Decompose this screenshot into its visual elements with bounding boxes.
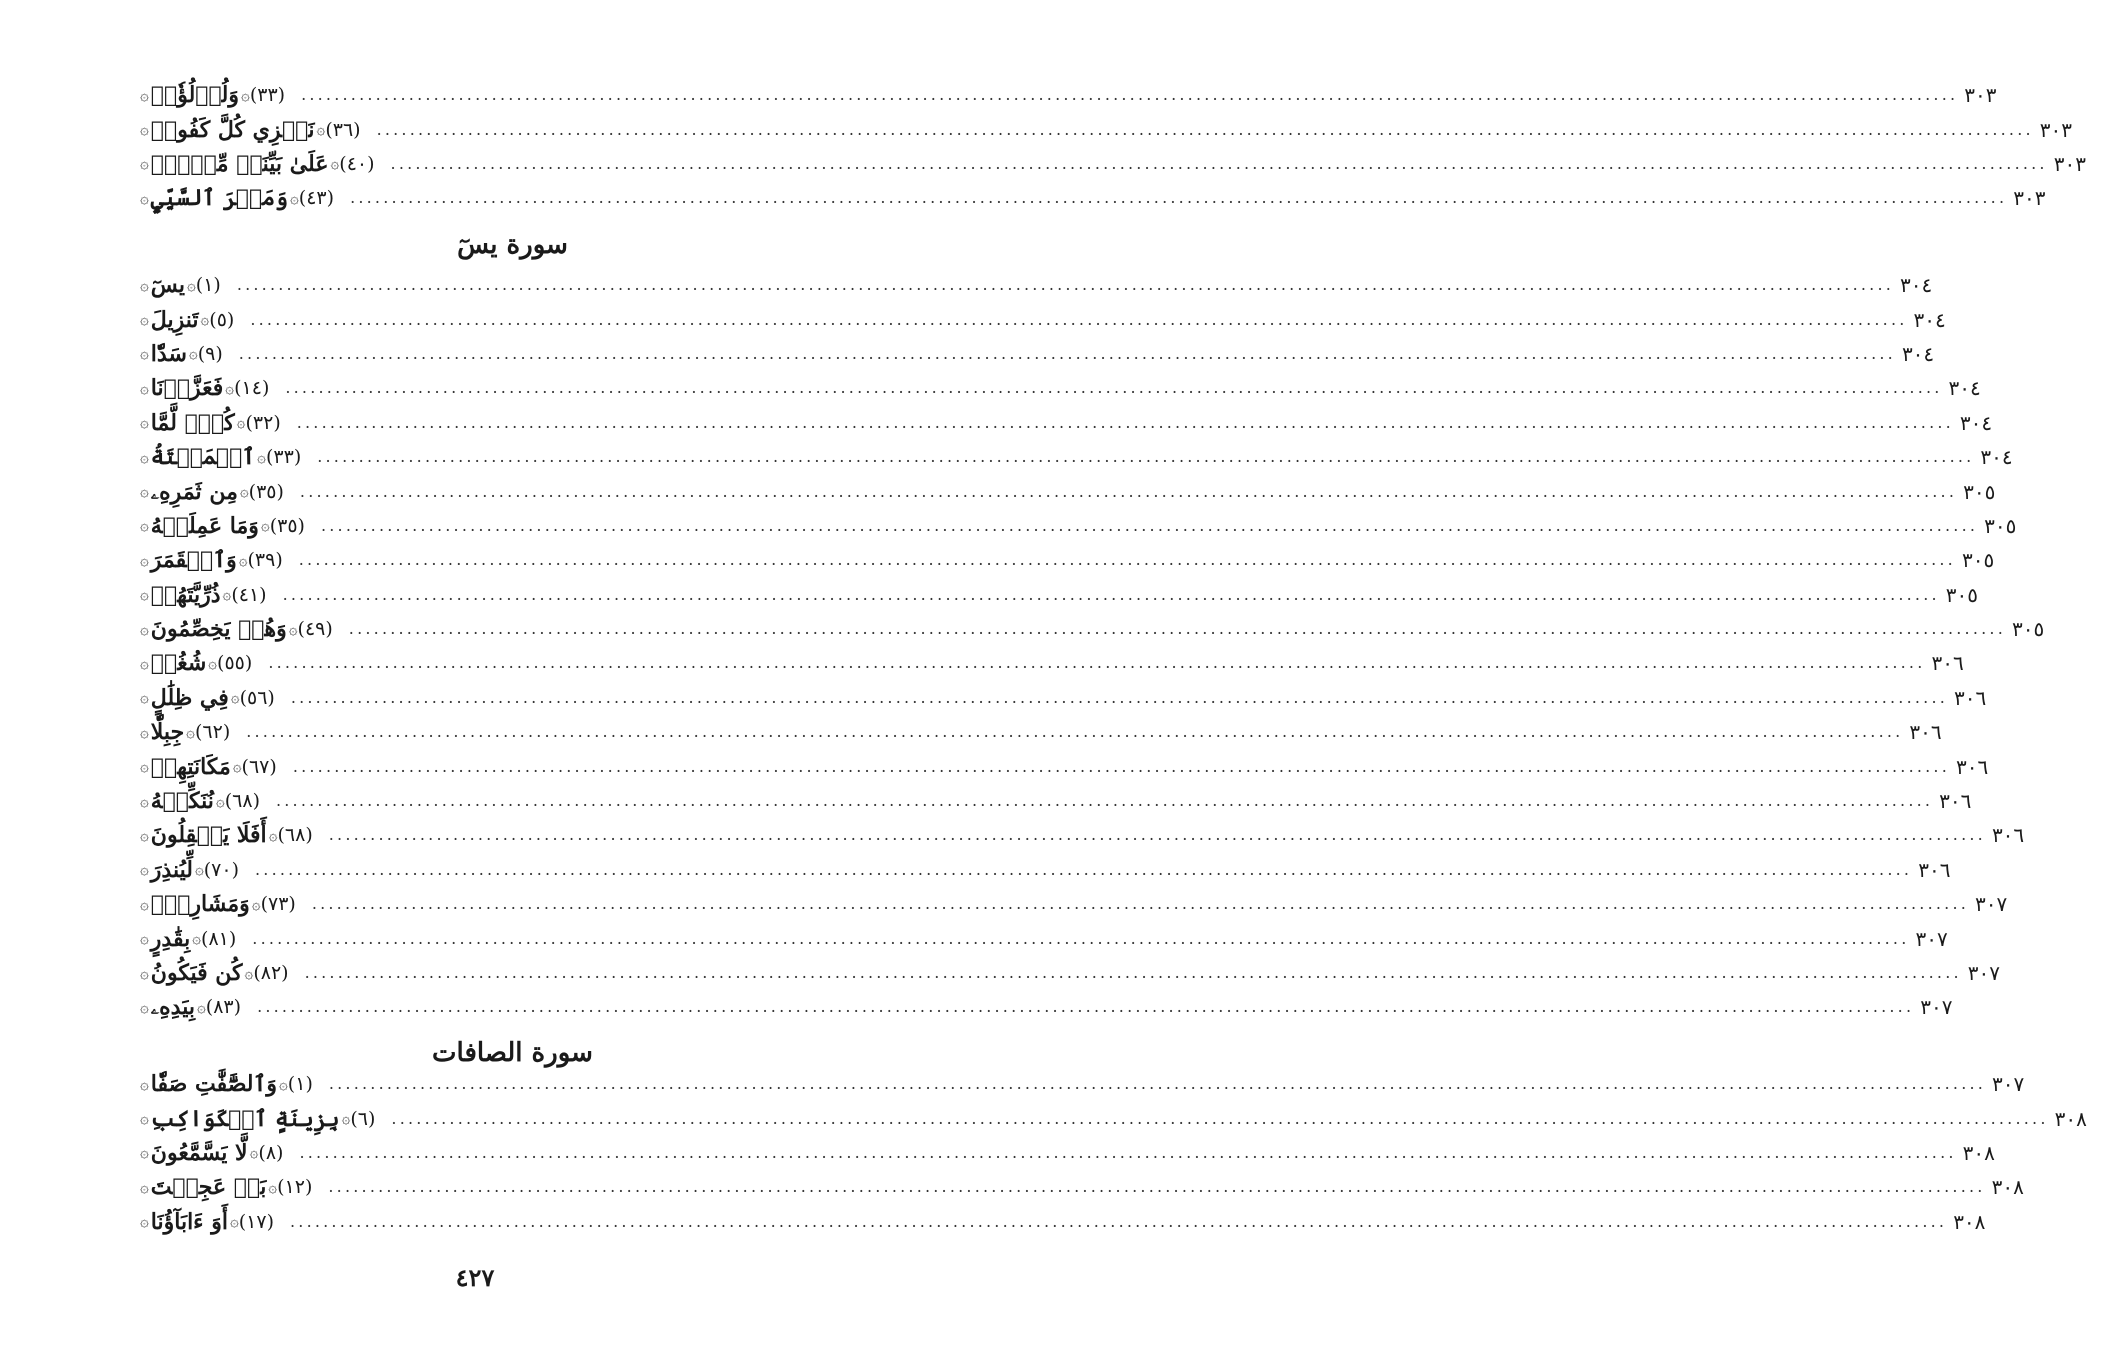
ornament-close-icon: ۞ xyxy=(197,997,206,1016)
dot-leader: ........................................................................................................................................................................................................ xyxy=(252,928,1910,948)
verse-text: كُن فَيَكُونُ xyxy=(150,960,243,986)
page-reference: ٣٠٦ xyxy=(1918,857,1951,882)
verse-number: (٥٦) xyxy=(239,686,275,709)
index-entry xyxy=(140,749,1989,783)
verse-number: (٣٦) xyxy=(325,118,361,141)
verse-number: (٣٢) xyxy=(245,411,281,434)
page-reference: ٣٠٥ xyxy=(1984,513,2017,538)
section-0-list xyxy=(140,78,2086,216)
index-entry xyxy=(140,302,1946,336)
verse-number: (٤٣) xyxy=(298,187,335,210)
verse-text: كُلّٞ لَّمَّا xyxy=(150,409,235,436)
verse-text: أَوَ ءَابَآؤُنَا xyxy=(150,1208,228,1235)
verse-number: (٣٩) xyxy=(247,549,283,572)
index-entry xyxy=(140,887,2008,921)
dot-leader: ........................................................................................................................................................................................................ xyxy=(311,894,1970,914)
verse-text: لِّيُنذِرَ xyxy=(150,856,193,883)
index-entry xyxy=(140,715,1942,749)
ornament-open-icon: ۞ xyxy=(140,653,149,672)
dot-leader: ........................................................................................................................................................................................................ xyxy=(348,619,2006,639)
verse-number: (١٢) xyxy=(277,1176,313,1199)
verse-number: (٣٥) xyxy=(269,514,305,537)
verse-text: بِزِينَةٍ ٱلۡكَوَاكِبِ xyxy=(150,1105,340,1132)
index-entry xyxy=(140,990,1953,1024)
ornament-open-icon: ۞ xyxy=(140,1074,149,1093)
verse-text: مَكَانَتِهِمۡ xyxy=(150,753,231,780)
ornament-close-icon: ۞ xyxy=(249,1143,259,1162)
ornament-close-icon: ۞ xyxy=(194,860,204,879)
dot-leader: ........................................................................................................................................................................................................ xyxy=(236,275,1895,295)
verse-text: تَنزِيلَ xyxy=(150,306,199,333)
ornament-open-icon: ۞ xyxy=(140,1212,149,1231)
index-entry xyxy=(140,112,2072,146)
ornament-open-icon: ۞ xyxy=(140,344,149,363)
ornament-close-icon: ۞ xyxy=(238,550,248,569)
verse-number: (٤١) xyxy=(231,583,267,606)
ornament-open-icon: ۞ xyxy=(140,516,149,535)
ornament-open-icon: ۞ xyxy=(140,757,149,776)
ornament-close-icon: ۞ xyxy=(268,1177,278,1196)
ornament-close-icon: ۞ xyxy=(316,120,326,139)
verse-number: (٦٢) xyxy=(194,721,231,744)
verse-text: عَلَىٰ بَيِّنَتٖ مِّنۡهُۚ xyxy=(150,150,329,177)
index-entry xyxy=(140,371,1981,405)
ornament-open-icon: ۞ xyxy=(140,619,149,638)
ornament-open-icon: ۞ xyxy=(140,688,149,707)
verse-number: (٣٥) xyxy=(248,480,284,503)
verse-number: (٥) xyxy=(209,308,235,331)
page-reference: ٣٠٤ xyxy=(1901,341,1935,366)
dot-leader: ........................................................................................................................................................................................................ xyxy=(246,722,1904,742)
ornament-open-icon: ۞ xyxy=(140,378,149,397)
ornament-close-icon: ۞ xyxy=(290,188,299,207)
ornament-open-icon: ۞ xyxy=(140,550,149,569)
dot-leader: ........................................................................................................................................................................................................ xyxy=(238,343,1896,363)
index-entry xyxy=(140,474,1996,508)
index-entry xyxy=(140,853,1951,887)
dot-leader: ........................................................................................................................................................................................................ xyxy=(304,963,1962,982)
section-1-list xyxy=(140,268,2045,1025)
verse-number: (١) xyxy=(195,274,221,297)
dot-leader: ........................................................................................................................................................................................................ xyxy=(292,756,1950,776)
page-reference: ٣٠٤ xyxy=(1913,307,1946,332)
index-entry xyxy=(140,1101,2087,1135)
ornament-open-icon: ۞ xyxy=(140,585,149,604)
page-reference: ٣٠٦ xyxy=(1939,789,1972,814)
page-reference: ٣٠٦ xyxy=(1991,823,2025,848)
ornament-open-icon: ۞ xyxy=(140,154,149,173)
surah-heading-yasin: سورة يسٓ xyxy=(457,230,568,260)
ornament-close-icon: ۞ xyxy=(186,722,195,741)
page-reference: ٣٠٧ xyxy=(1915,926,1948,951)
page-reference: ٣٠٣ xyxy=(1964,83,1997,108)
ornament-open-icon: ۞ xyxy=(140,120,149,139)
index-entry xyxy=(140,818,2025,852)
ornament-open-icon: ۞ xyxy=(140,929,149,948)
verse-number: (٨١) xyxy=(201,927,237,950)
dot-leader: ........................................................................................................................................................................................................ xyxy=(299,481,1958,501)
dot-leader: ........................................................................................................................................................................................................ xyxy=(350,188,2008,208)
ornament-close-icon: ۞ xyxy=(222,585,232,604)
dot-leader: ........................................................................................................................................................................................................ xyxy=(376,119,2034,139)
verse-text: وَمَا عَمِلَتۡهُ xyxy=(150,512,259,539)
dot-leader: ........................................................................................................................................................................................................ xyxy=(296,412,1954,432)
ornament-close-icon: ۞ xyxy=(188,344,198,363)
dot-leader: ........................................................................................................................................................................................................ xyxy=(317,447,1975,467)
page-reference: ٣٠٨ xyxy=(1953,1209,1986,1234)
dot-leader: ........................................................................................................................................................................................................ xyxy=(290,1211,1948,1231)
ornament-close-icon: ۞ xyxy=(279,1074,288,1093)
dot-leader: ........................................................................................................................................................................................................ xyxy=(299,1142,1957,1162)
verse-text: نَجۡزِي كُلَّ كَفُورٖ xyxy=(150,116,315,143)
index-entry xyxy=(140,681,1987,715)
ornament-open-icon: ۞ xyxy=(140,825,149,844)
ornament-open-icon: ۞ xyxy=(140,722,149,741)
verse-number: (١) xyxy=(287,1073,313,1096)
index-entry xyxy=(140,406,1993,440)
verse-number: (٨٢) xyxy=(253,962,289,984)
index-entry xyxy=(140,543,1995,577)
ornament-close-icon: ۞ xyxy=(268,825,278,844)
ornament-open-icon: ۞ xyxy=(140,310,149,329)
index-entry xyxy=(140,1205,1986,1239)
page-number: ٤٢٧ xyxy=(455,1263,495,1292)
dot-leader: ........................................................................................................................................................................................................ xyxy=(391,1108,2049,1128)
ornament-open-icon: ۞ xyxy=(140,1143,149,1162)
page-reference: ٣٠٥ xyxy=(1963,479,1996,504)
verse-number: (٥٥) xyxy=(217,652,253,675)
dot-leader: ........................................................................................................................................................................................................ xyxy=(328,825,1986,845)
page-reference: ٣٠٥ xyxy=(1961,548,1995,573)
page-reference: ٣٠٨ xyxy=(1991,1175,2024,1200)
ornament-open-icon: ۞ xyxy=(140,188,149,207)
dot-leader: ........................................................................................................................................................................................................ xyxy=(301,85,1959,105)
verse-text: بَلۡ عَجِبۡتَ xyxy=(150,1174,267,1201)
index-entry xyxy=(140,78,1997,112)
verse-text: ذُرِّيَّتَهُمۡ xyxy=(150,581,221,608)
verse-text: مِن ثَمَرِهِۦ xyxy=(150,478,238,505)
ornament-close-icon: ۞ xyxy=(288,619,298,638)
page-reference: ٣٠٣ xyxy=(2053,151,2086,176)
dot-leader: ........................................................................................................................................................................................................ xyxy=(320,515,1979,535)
ornament-close-icon: ۞ xyxy=(244,963,254,982)
verse-number: (٦) xyxy=(350,1107,376,1130)
page-reference: ٣٠٦ xyxy=(1956,754,1989,779)
verse-text: وَلُؤۡلُؤٗاۖ xyxy=(150,82,240,109)
dot-leader: ........................................................................................................................................................................................................ xyxy=(390,153,2048,173)
page-reference: ٣٠٤ xyxy=(1959,410,1993,435)
ornament-open-icon: ۞ xyxy=(140,963,149,982)
page-reference: ٣٠٦ xyxy=(1954,685,1987,710)
verse-text: وَٱلصَّٰٓفَّٰتِ صَفّٗا xyxy=(150,1071,277,1098)
dot-leader: ........................................................................................................................................................................................................ xyxy=(290,687,1949,707)
verse-number: (٣٣) xyxy=(265,446,302,469)
verse-text: سَدّٗا xyxy=(150,340,187,367)
page-reference: ٣٠٧ xyxy=(1920,995,1953,1020)
ornament-open-icon: ۞ xyxy=(140,413,149,432)
ornament-close-icon: ۞ xyxy=(341,1109,351,1128)
verse-text: نُنَكِّسۡهُ xyxy=(150,788,214,815)
index-entry xyxy=(140,1136,1995,1170)
verse-text: بِيَدِهِۦ xyxy=(150,994,195,1021)
index-entry xyxy=(140,337,1935,371)
ornament-open-icon: ۞ xyxy=(140,860,149,879)
index-entry xyxy=(140,612,2045,646)
ornament-open-icon: ۞ xyxy=(140,482,149,501)
page-reference: ٣٠٦ xyxy=(1931,651,1964,676)
ornament-open-icon: ۞ xyxy=(140,447,149,466)
page-reference: ٣٠٧ xyxy=(1967,961,2000,985)
ornament-close-icon: ۞ xyxy=(215,791,225,810)
page-reference: ٣٠٦ xyxy=(1909,720,1942,745)
ornament-close-icon: ۞ xyxy=(257,447,266,466)
index-entry xyxy=(140,646,1964,680)
ornament-open-icon: ۞ xyxy=(140,85,149,104)
dot-leader: ........................................................................................................................................................................................................ xyxy=(268,653,1926,673)
ornament-close-icon: ۞ xyxy=(225,378,235,397)
page-reference: ٣٠٣ xyxy=(2039,117,2072,142)
verse-text: جِبِلّٗا xyxy=(150,719,185,746)
ornament-open-icon: ۞ xyxy=(140,791,149,810)
ornament-close-icon: ۞ xyxy=(208,653,218,672)
verse-text: وَٱلۡقَمَرَ xyxy=(150,547,237,574)
page-reference: ٣٠٨ xyxy=(1962,1140,1995,1165)
ornament-close-icon: ۞ xyxy=(251,894,261,913)
ornament-close-icon: ۞ xyxy=(186,275,196,294)
verse-number: (٤٠) xyxy=(339,152,375,175)
dot-leader: ........................................................................................................................................................................................................ xyxy=(257,997,1915,1017)
index-entry xyxy=(140,921,1948,955)
ornament-open-icon: ۞ xyxy=(140,275,149,294)
dot-leader: ........................................................................................................................................................................................................ xyxy=(298,550,1956,570)
ornament-close-icon: ۞ xyxy=(200,310,210,329)
ornament-close-icon: ۞ xyxy=(260,516,270,535)
verse-number: (٨) xyxy=(258,1141,284,1164)
verse-number: (١٤) xyxy=(234,377,270,400)
page-reference: ٣٠٤ xyxy=(1948,376,1981,401)
verse-text: فَعَزَّزۡنَا xyxy=(150,375,224,402)
index-entry xyxy=(140,578,1979,612)
verse-number: (٧٠) xyxy=(203,858,240,881)
dot-leader: ........................................................................................................................................................................................................ xyxy=(275,791,1934,811)
verse-text: أَفَلَا يَعۡقِلُونَ xyxy=(150,822,267,849)
verse-text: وَمَكۡرَ ٱلسَّيِّيِٕ xyxy=(150,185,288,212)
ornament-open-icon: ۞ xyxy=(140,997,149,1016)
ornament-close-icon: ۞ xyxy=(192,929,202,948)
page-reference: ٣٠٧ xyxy=(1975,892,2008,917)
section-2-list xyxy=(140,1067,2087,1239)
page-reference: ٣٠٨ xyxy=(2054,1106,2087,1131)
index-entry xyxy=(140,956,2000,990)
verse-text: يسٓ xyxy=(150,272,185,299)
verse-text: ٱلۡمَيۡتَةُ xyxy=(150,444,256,471)
index-entry xyxy=(140,181,2046,215)
ornament-close-icon: ۞ xyxy=(232,757,242,776)
page-reference: ٣٠٥ xyxy=(1945,582,1979,607)
index-entry xyxy=(140,1067,2025,1101)
verse-number: (٨٣) xyxy=(205,996,242,1019)
page-reference: ٣٠٣ xyxy=(2013,186,2046,211)
index-entry xyxy=(140,268,1933,302)
ornament-close-icon: ۞ xyxy=(239,482,249,501)
verse-text: وَهُمۡ يَخِصِّمُونَ xyxy=(150,616,287,643)
index-entry xyxy=(140,147,2086,181)
verse-text: فِي ظِلَٰلٍ xyxy=(150,684,229,711)
page-reference: ٣٠٧ xyxy=(1992,1072,2025,1097)
page-reference: ٣٠٤ xyxy=(1900,273,1933,298)
index-entry xyxy=(140,1170,2024,1204)
verse-number: (٣٣) xyxy=(249,84,286,107)
ornament-close-icon: ۞ xyxy=(230,688,240,707)
ornament-open-icon: ۞ xyxy=(140,894,149,913)
verse-text: لَّا يَسَّمَّعُونَ xyxy=(150,1139,248,1166)
verse-text: وَمَشَارِبُۚ xyxy=(150,891,250,918)
index-entry xyxy=(140,509,2017,543)
surah-heading-assaffat: سورة الصافات xyxy=(432,1038,593,1068)
verse-text: شُغُلٖ xyxy=(150,650,207,677)
verse-number: (٩) xyxy=(197,342,223,365)
page-reference: ٣٠٥ xyxy=(2011,617,2045,642)
dot-leader: ........................................................................................................................................................................................................ xyxy=(282,584,1940,604)
dot-leader: ........................................................................................................................................................................................................ xyxy=(255,859,1913,879)
index-entry xyxy=(140,440,2013,474)
ornament-open-icon: ۞ xyxy=(140,1109,149,1128)
verse-number: (٦٧) xyxy=(241,755,277,778)
index-entry xyxy=(140,784,1972,818)
verse-number: (٤٩) xyxy=(297,618,333,641)
dot-leader: ........................................................................................................................................................................................................ xyxy=(328,1074,1987,1094)
page-reference: ٣٠٤ xyxy=(1980,445,2013,470)
verse-number: (٦٨) xyxy=(277,824,313,847)
verse-number: (٧٣) xyxy=(260,893,296,916)
verse-number: (٦٨) xyxy=(224,790,260,813)
ornament-open-icon: ۞ xyxy=(140,1177,149,1196)
ornament-close-icon: ۞ xyxy=(236,413,246,432)
ornament-close-icon: ۞ xyxy=(229,1212,239,1231)
ornament-close-icon: ۞ xyxy=(241,85,250,104)
dot-leader: ........................................................................................................................................................................................................ xyxy=(250,309,1908,329)
dot-leader: ........................................................................................................................................................................................................ xyxy=(285,378,1943,398)
verse-number: (١٧) xyxy=(238,1210,274,1233)
dot-leader: ........................................................................................................................................................................................................ xyxy=(328,1177,1986,1197)
ornament-close-icon: ۞ xyxy=(330,154,340,173)
verse-text: بِقَٰدِرٍ xyxy=(150,925,191,952)
